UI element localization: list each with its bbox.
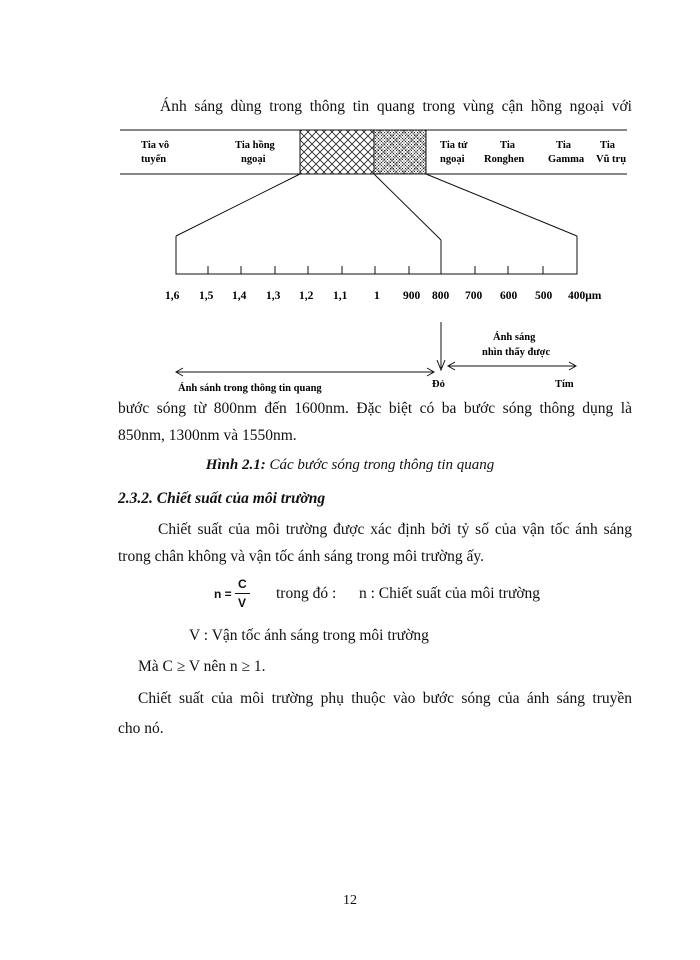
caption-number: Hình 2.1: [205, 457, 266, 473]
band-label-ir-2: ngoại [241, 154, 266, 165]
band-label-gamma-1: Tia [556, 140, 571, 151]
band-label-radio-2: tuyến [141, 154, 167, 165]
visible-light-label-1: Ánh sáng [493, 332, 536, 343]
para2-line2: trong chân không và vận tốc ánh sáng trong môi trường ấy. [118, 548, 484, 565]
scale-label: 400μm [568, 290, 602, 302]
para1-line3: 850nm, 1300nm và 1550nm. [118, 427, 297, 444]
formula-lhs: n = [214, 587, 232, 601]
red-label: Đỏ [432, 379, 445, 390]
band-label-gamma-2: Gamma [548, 154, 585, 165]
formula-v-definition: V : Vận tốc ánh sáng trong môi trường [189, 627, 429, 644]
scale-label: 1,2 [299, 290, 314, 302]
page-number: 12 [343, 893, 357, 908]
expand-line-mid [374, 174, 441, 240]
scale-label: 500 [535, 290, 553, 302]
formula-denominator: V [238, 596, 247, 610]
scale-label: 1,3 [266, 290, 281, 302]
scale-label: 1 [374, 290, 380, 302]
intro-line: Ánh sáng dùng trong thông tin quang trong vùng cận hồng ngoại với [160, 98, 632, 115]
infrared-hatched-region [300, 130, 374, 174]
band-label-cosmic-1: Tia [600, 140, 615, 151]
para3-line1: Chiết suất của môi trường phụ thuộc vào bước sóng của ánh sáng truyền [138, 690, 632, 707]
scale-bracket [176, 236, 577, 274]
band-label-radio-1: Tia vô [141, 140, 170, 151]
scale-label: 600 [500, 290, 518, 302]
formula-n-definition: n : Chiết suất của môi trường [359, 585, 541, 602]
scale-label: 800 [432, 290, 450, 302]
scale-label: 1,1 [333, 290, 348, 302]
para2-line1: Chiết suất của môi trường được xác định bởi tỷ số của vận tốc ánh sáng [158, 521, 632, 538]
formula-numerator: C [238, 577, 247, 591]
expand-line-right [426, 174, 577, 236]
figure-caption [0, 457, 700, 474]
comm-light-label: Ánh sánh trong thông tin quang [178, 383, 322, 394]
scale-label: 900 [403, 290, 421, 302]
caption-text: Các bước sóng trong thông tin quang [265, 457, 495, 473]
violet-label: Tím [555, 379, 574, 390]
scale-label: 1,6 [165, 290, 180, 302]
fraction-bar [235, 593, 250, 594]
para3-line2: cho nó. [118, 720, 164, 737]
scale-ticks [208, 266, 543, 274]
band-label-uv-2: ngoại [440, 154, 465, 165]
visible-light-label-2: nhìn thấy được [482, 347, 551, 358]
expand-line-left [176, 174, 300, 236]
scale-label: 1,4 [232, 290, 247, 302]
band-label-cosmic-2: Vũ trụ [596, 154, 627, 165]
inequality-line: Mà C ≥ V nên n ≥ 1. [138, 658, 266, 675]
scale-label: 700 [465, 290, 483, 302]
formula-where: trong đó : [276, 585, 337, 602]
para1-line2: bước sóng từ 800nm đến 1600nm. Đặc biệt có ba bước sóng thông dụng là [118, 400, 632, 417]
band-label-xray-1: Tia [500, 140, 515, 151]
band-label-ir-1: Tia hồng [235, 140, 275, 151]
spectrum-diagram [0, 120, 700, 400]
band-label-xray-2: Ronghen [484, 154, 525, 165]
section-heading: 2.3.2. Chiết suất của môi trường [118, 490, 326, 507]
scale-label: 1,5 [199, 290, 214, 302]
band-label-uv-1: Tia tử [440, 140, 468, 151]
visible-region-hatch-overlay [374, 130, 426, 174]
